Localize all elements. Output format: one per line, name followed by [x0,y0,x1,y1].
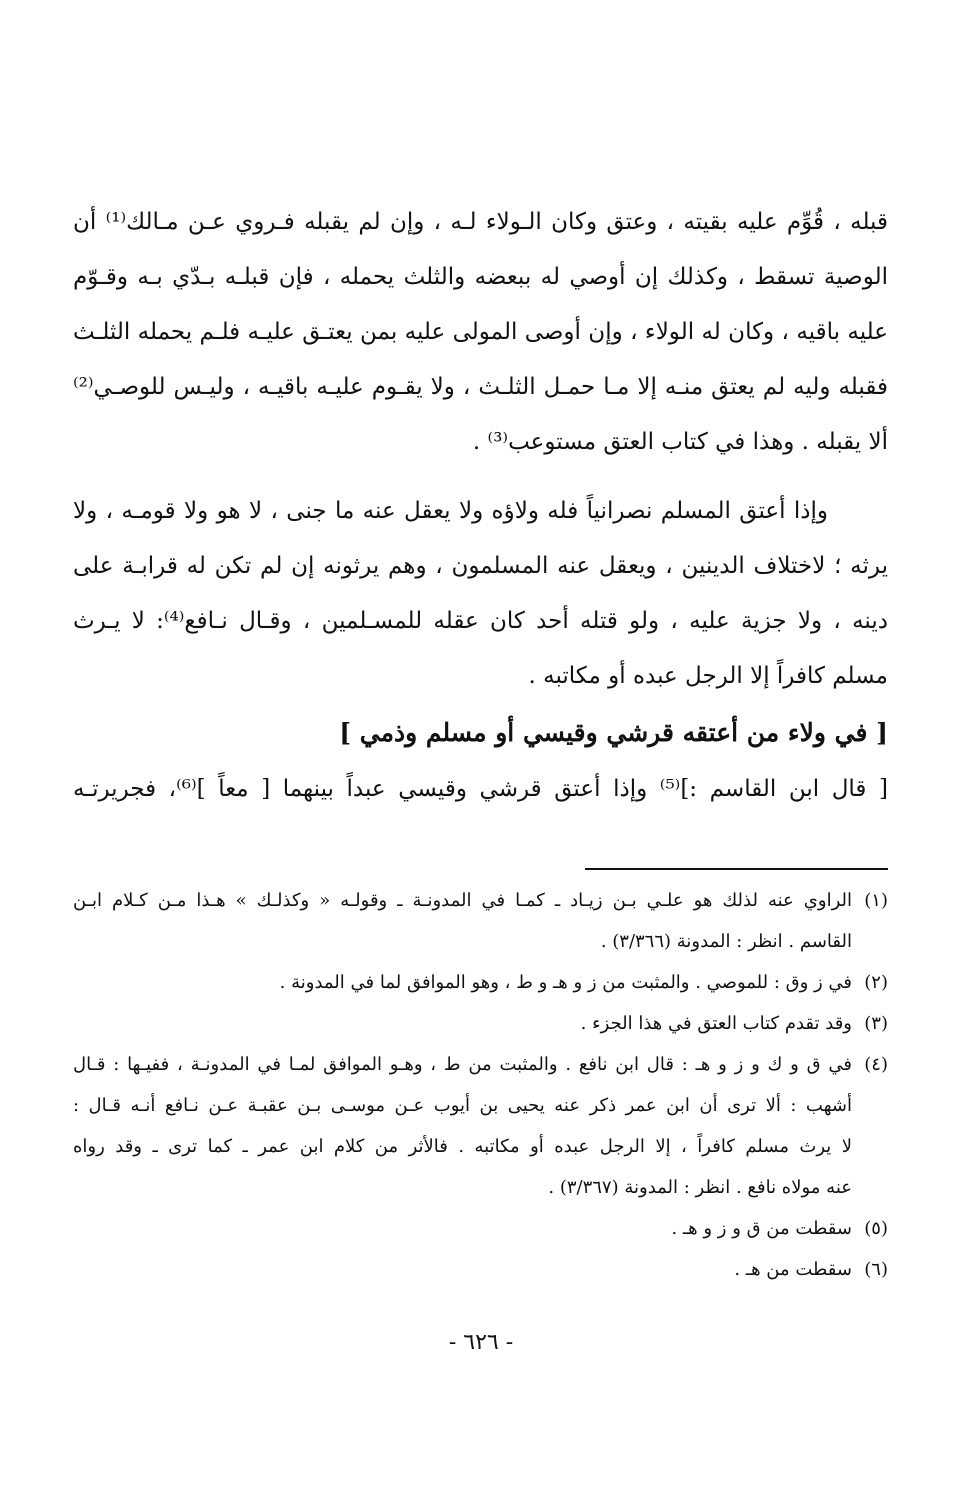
footnotes [73,880,888,1290]
text-line: يرثه ؛ لاختلاف الدينين ، ويعقل عنه المسلمون ، وهم يرثونه إن لم تكن له قرابـة على [73,553,888,579]
footnote [73,880,888,962]
text-line: ألا يقبله . وهذا في كتاب العتق مستوعب⁽³⁾ . [472,429,888,455]
footnote [73,1208,888,1249]
footnote-number: (٤) [864,1054,888,1075]
text-line: عليه باقيه ، وكان له الولاء ، وإن أوصى المولى عليه بمن يعتـق عليـه فلـم يحمله الثلـث [73,319,888,345]
footnote-number: (٢) [864,972,888,993]
text-line: فقبله وليه لم يعتق منـه إلا مـا حمـل الثلـث ، ولا يقـوم عليـه باقيـه ، وليـس للوصـي⁽²⁾ [73,374,888,400]
footnote-line: وقد تقدم كتاب العتق في هذا الجزء . [580,1013,852,1034]
footnote-line: الراوي عنه لذلك هو علـي بـن زيـاد ـ كمـا في المدونـة ـ وقولـه « وكذلـك » هـذا مـن كـلام ابـن [73,890,852,911]
footnote-line: أشهب : ألا ترى أن ابن عمر ذكر عنه يحيى بن أيوب عـن موسـى بـن عقبـة عـن نـافع أنـه قـال : [73,1095,852,1116]
text-line: وإذا أعتق المسلم نصرانياً فله ولاؤه ولا يعقل عنه ما جنى ، لا هو ولا قومـه ، ولا [73,498,828,524]
footnote-line: سقطت من هـ . [734,1259,852,1280]
footnote-number: (٥) [864,1218,888,1239]
page-number: - ٦٢٦ - [448,1330,514,1355]
footnote [73,1249,888,1290]
footnote-number: (١) [864,890,888,911]
text-line: دينه ، ولا جزية عليه ، ولو قتله أحد كان عقله للمسـلمين ، وقـال نـافع⁽⁴⁾: لا يـرث [73,608,888,634]
footnote-line: لا يرث مسلم كافراً ، إلا الرجل عبده أو مكاتبه . فالأثر من كلام ابن عمر ـ كما ترى ـ وقد رواه [73,1136,852,1157]
section-heading: [ في ولاء من أعتقه قرشي وقيسي أو مسلم وذمي ] [339,718,888,747]
footnote-line: في ز وق : للموصي . والمثبت من ز و هـ و ط ، وهو الموافق لما في المدونة . [279,972,852,993]
text-line: [ قال ابن القاسم :]⁽⁵⁾ وإذا أعتق قرشي وقيسي عبداً بينهما [ معاً ]⁽⁶⁾، فجريرتـه [73,776,888,802]
text-line: قبله ، قُوِّم عليه بقيته ، وعتق وكان الـولاء لـه ، وإن لم يقبله فـروي عـن مـالك⁽¹⁾ أن [73,209,888,235]
footnote-line: عنه مولاه نافع . انظر : المدونة (٣/٣٦٧) . [548,1177,852,1198]
footnote [73,1003,888,1044]
footnote-number: (٣) [864,1013,888,1034]
main-text [73,195,888,817]
footnote-line: القاسم . انظر : المدونة (٣/٣٦٦) . [600,931,852,952]
footnote-number: (٦) [864,1259,888,1280]
footnote [73,1044,888,1208]
footnote [73,962,888,1003]
footnote-divider [585,868,888,870]
footnote-line: في ق و ك و ز و هـ : قال ابن نافع . والمثبت من ط ، وهـو الموافق لمـا في المدونـة ، ففيـها : قـال [73,1054,852,1075]
footnote-line: سقطت من ق و ز و هـ . [671,1218,852,1239]
text-line: الوصية تسقط ، وكذلك إن أوصي له ببعضه والثلث يحمله ، فإن قبلـه بـدّي بـه وقـوّم [73,264,888,290]
text-line: مسلم كافراً إلا الرجل عبده أو مكاتبه . [528,663,888,689]
